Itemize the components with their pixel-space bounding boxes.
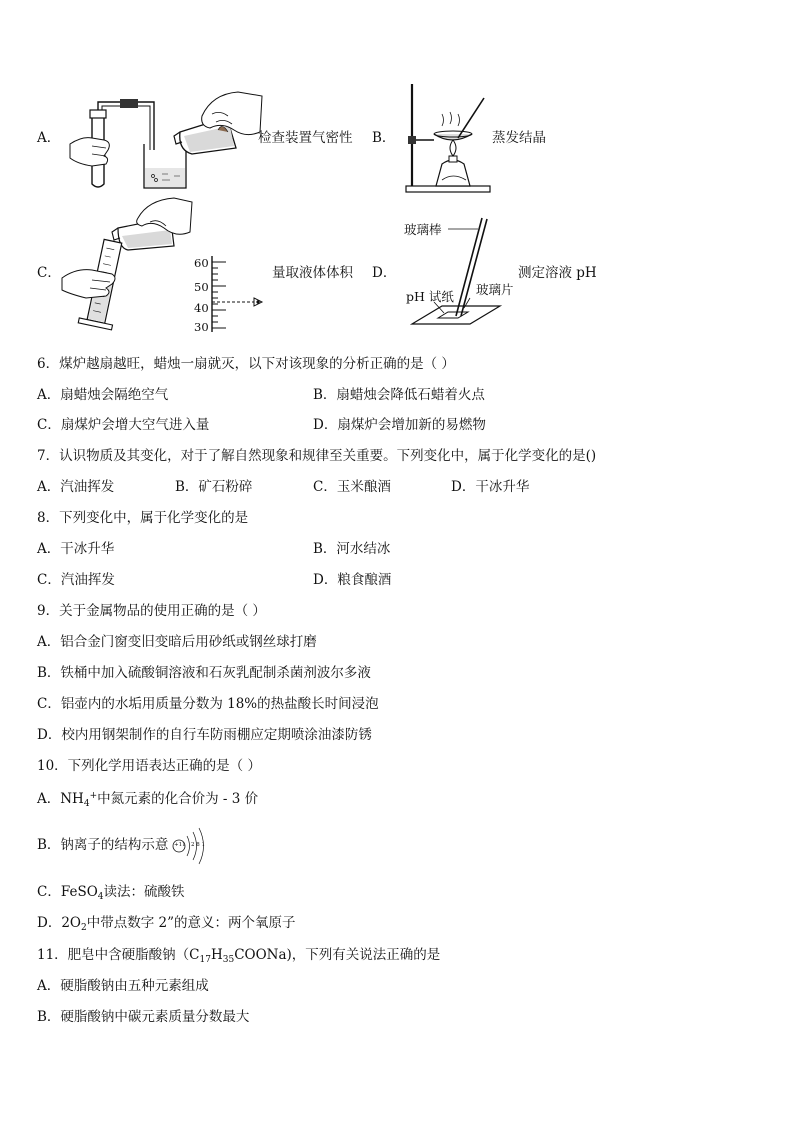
option-b-letter: B． [372, 130, 396, 146]
q6-stem: 6．煤炉越扇越旺，蜡烛一扇就灭，以下对该现象的分析正确的是（ ） [37, 356, 455, 372]
option-a-letter: A． [37, 130, 61, 146]
q8-stem: 8．下列变化中，属于化学变化的是 [37, 510, 249, 526]
q7-stem: 7．认识物质及其变化，对于了解自然现象和规律至关重要。下列变化中，属于化学变化的是() [37, 448, 597, 464]
ion-nucleus-label: +11 [174, 842, 186, 848]
q11-option-b: B．硬脂酸钠中碳元素质量分数最大 [37, 1009, 250, 1025]
scale-label-50: 50 [194, 280, 209, 294]
option-a-caption: 检查装置气密性 [258, 130, 353, 146]
q9-option-c: C．铝壶内的水垢用质量分数为 18%的热盐酸长时间浸泡 [37, 696, 379, 712]
q9-option-a: A．铝合金门窗变旧变暗后用砂纸或钢丝球打磨 [37, 634, 317, 650]
scale-label-40: 40 [194, 301, 209, 315]
q6-option-d: D．扇煤炉会增加新的易燃物 [313, 417, 486, 433]
q9-option-b: B．铁桶中加入硫酸铜溶液和石灰乳配制杀菌剂波尔多液 [37, 665, 371, 681]
q6-option-b: B．扇蜡烛会降低石蜡着火点 [313, 387, 485, 403]
q10-option-c: C．FeSO$_4$读法：硫酸铁 [37, 884, 185, 902]
q8-option-b: B．河水结冰 [313, 541, 391, 557]
option-d-letter: D． [372, 265, 397, 281]
ion-shell-electrons: 2 8 1 [191, 842, 205, 848]
q7-option-d: D．干冰升华 [451, 479, 530, 495]
q10-option-d: D．$2O_2$中带点数字 2”的意义：两个氧原子 [37, 915, 296, 933]
option-c-letter: C． [37, 265, 61, 281]
q8-option-c: C．汽油挥发 [37, 572, 115, 588]
label-ph-paper: pH 试纸 [406, 289, 454, 304]
q9-option-d: D．校内用钢架制作的自行车防雨棚应定期喷涂油漆防锈 [37, 727, 372, 743]
measuring-cylinder-figure [62, 198, 192, 333]
q10-option-b: B．钠离子的结构示意 [37, 837, 169, 853]
q9-stem: 9．关于金属物品的使用正确的是（ ） [37, 603, 266, 619]
scale-label-60: 60 [194, 256, 209, 270]
q6-option-a: A．扇蜡烛会隔绝空气 [37, 387, 169, 403]
q8-option-d: D．粮食酿酒 [313, 572, 392, 588]
q11-option-a: A．硬脂酸钠由五种元素组成 [37, 978, 209, 994]
evaporation-apparatus-figure [398, 80, 498, 195]
label-glass-plate: 玻璃片 [476, 282, 514, 297]
q10-stem: 10．下列化学用语表达正确的是（ ） [37, 758, 261, 774]
airtightness-apparatus-figure [62, 92, 262, 192]
label-glass-rod: 玻璃棒 [404, 222, 442, 237]
option-d-caption: 测定溶液 pH [518, 265, 597, 281]
q7-option-b: B．矿石粉碎 [175, 479, 253, 495]
q8-option-a: A．干冰升华 [37, 541, 115, 557]
q7-option-c: C．玉米酿酒 [313, 479, 391, 495]
q10-option-a: A．$NH_4^+$中氮元素的化合价为 - 3 价 [37, 791, 259, 809]
scale-label-30: 30 [194, 320, 209, 334]
q7-option-a: A．汽油挥发 [37, 479, 115, 495]
option-c-caption: 量取液体体积 [272, 265, 353, 281]
q6-option-c: C．扇煤炉会增大空气进入量 [37, 417, 210, 433]
q11-stem: 11．肥皂中含硬脂酸钠$(C_{17}H_{35}COONa)$，下列有关说法正确的是 [37, 947, 441, 965]
option-b-caption: 蒸发结晶 [492, 130, 546, 146]
